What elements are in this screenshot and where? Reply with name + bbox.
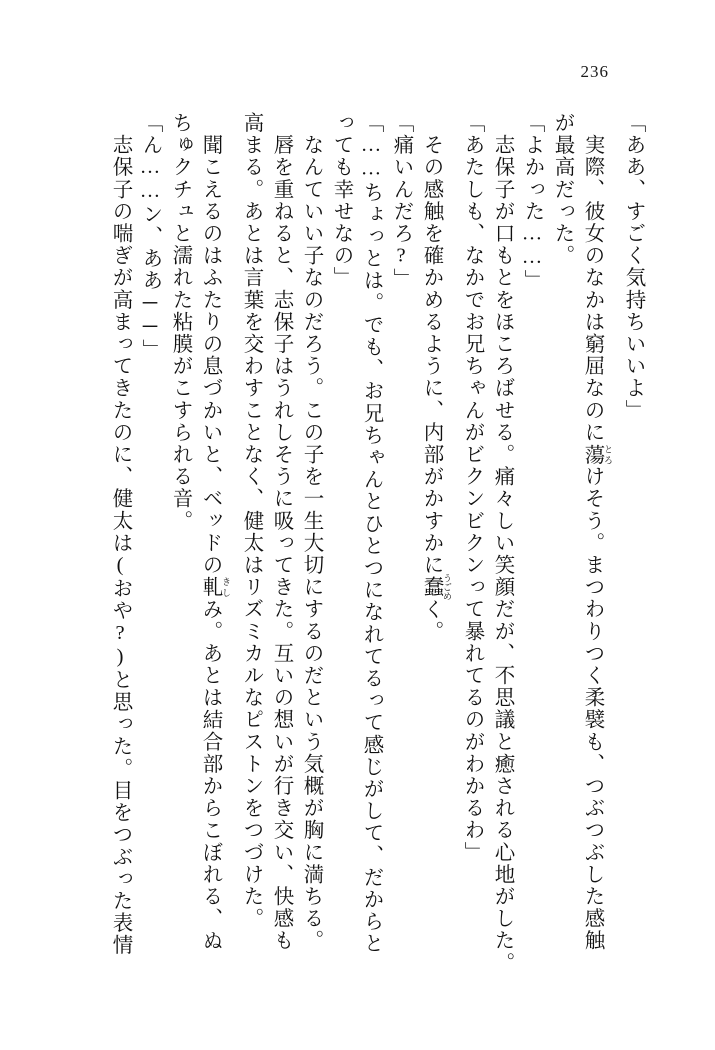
text-column: 唇を重ねると、志保子はうれしそうに吸ってきた。互いの想いが行き交い、快感も (270, 112, 292, 952)
text-column: 「ん……ン、ああ──」 (139, 112, 161, 362)
text-column: 志保子の喘ぎが高まってきたのに、健太は(おや?)と思った。目をつぶった表情 (109, 112, 131, 957)
text-column: が最高だった。 (551, 112, 573, 267)
text-column: 「……ちょっとは。でも、お兄ちゃんとひとつになれてるって感じがして、だからと (360, 112, 382, 955)
text-column: ちゅクチュと濡れた粘膜がこすられる音。 (169, 112, 191, 532)
text-column: 「よかった……」 (521, 112, 543, 292)
text-column: 「ああ、すごく気持ちいいよ」 (622, 112, 644, 422)
page-number: 236 (580, 62, 609, 81)
text-column: 「あたしも、なかでお兄ちゃんがビクンビクンって暴れてるのがわかるわ」 (461, 112, 483, 864)
ruby-annotation: 蠢 うごめ (420, 573, 452, 601)
text-column: っても幸せなの」 (330, 112, 352, 289)
text-column: 聞こえるのはふたりの息づかいと、ベッドの軋 きしみ。あとは結合部からこぼれる、ぬ (199, 112, 231, 952)
ruby-annotation: 軋 きし (199, 576, 231, 599)
text-column: なんていい子なのだろう。この子を一生大切にするのだという気概が胸に満ちる。 (300, 112, 322, 952)
vertical-text-block (73, 112, 643, 982)
text-column: 「痛いんだろ?」 (390, 112, 412, 291)
text-column: 高まる。あとは言葉を交わすことなく、健太はリズミカルなピストンをつづけた。 (240, 112, 262, 930)
ruby-annotation: 蕩 とろ (581, 443, 613, 466)
text-column: その感触を確かめるように、内部がかすかに蠢 うごめく。 (420, 112, 452, 643)
text-column: 志保子が口もとをほころばせる。痛々しい笑顔だが、不思議と癒される心地がした。 (491, 112, 513, 974)
text-column: 実際、彼女のなかは窮屈なのに蕩 とろけそう。まつわりつく柔襞も、つぶつぶした感触 (581, 112, 613, 952)
